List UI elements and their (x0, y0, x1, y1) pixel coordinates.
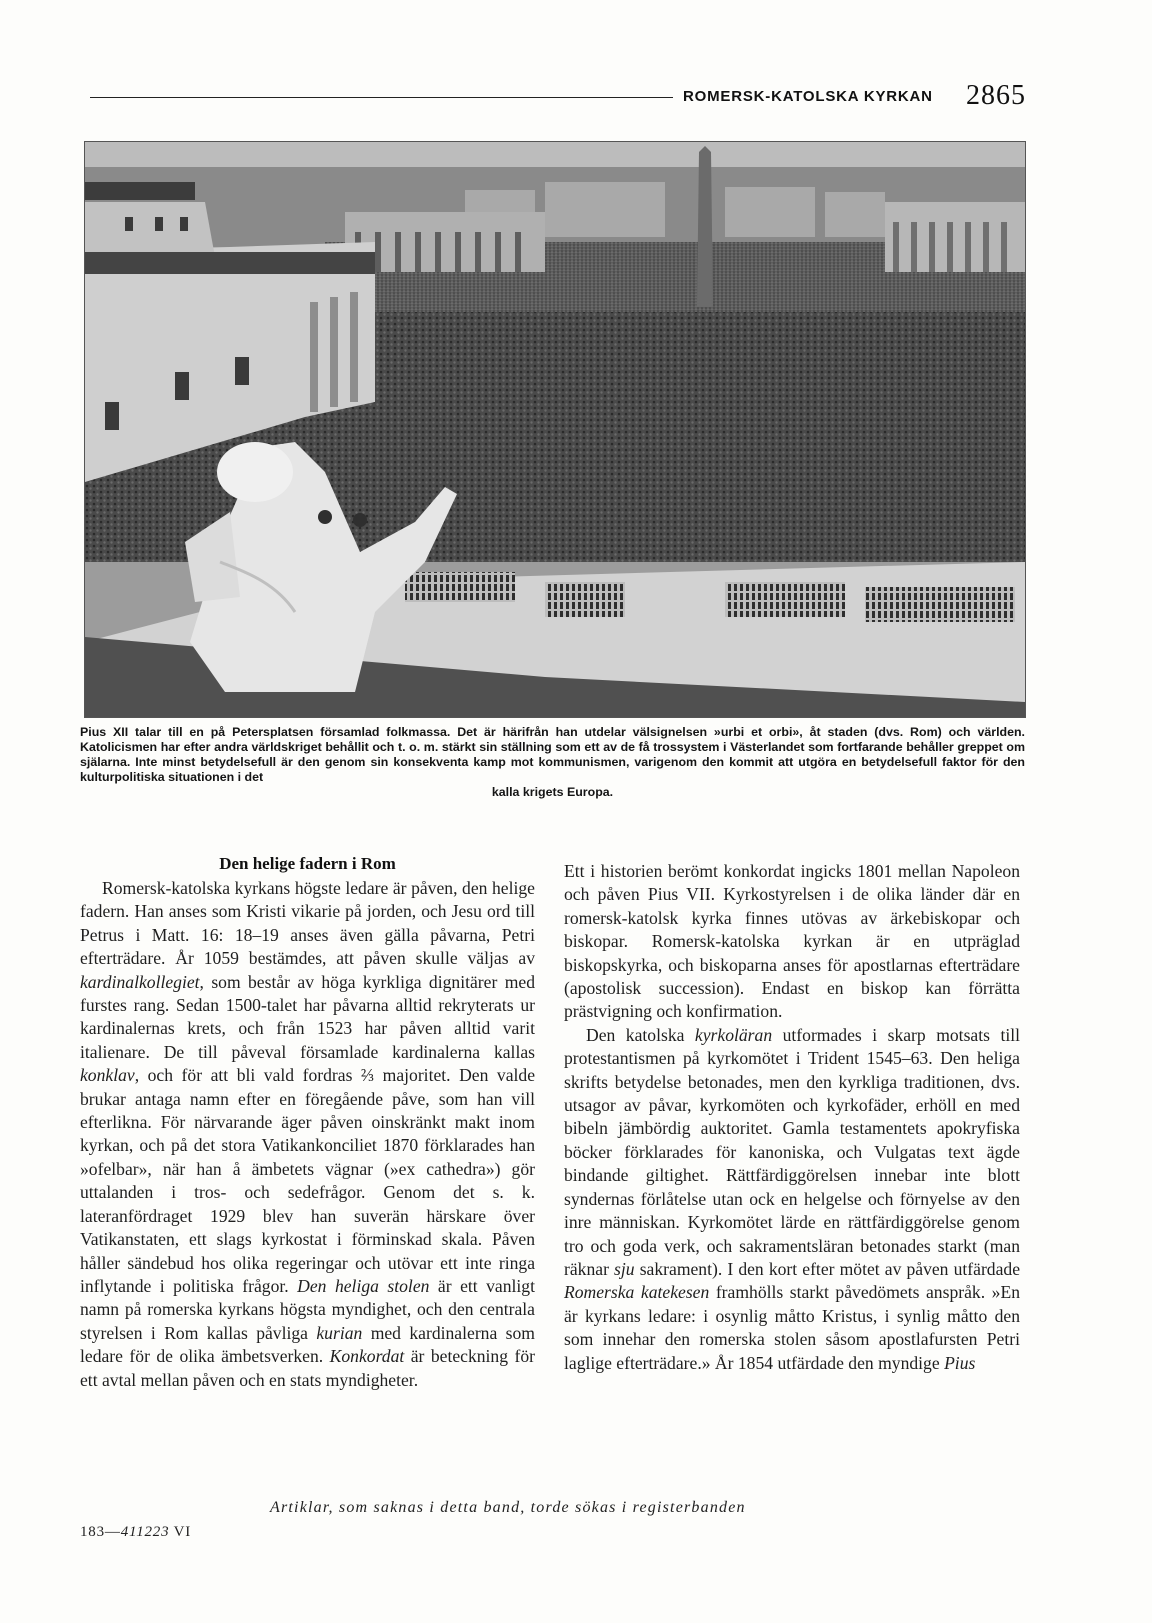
header-rule (90, 97, 673, 98)
italic-term: Den heliga stolen (297, 1275, 430, 1296)
right-paragraph-2 (564, 1024, 1020, 1375)
italic-term: Pius (944, 1352, 976, 1373)
italic-term: Romerska katekesen (564, 1282, 710, 1303)
photo-st-peters-square (84, 141, 1026, 718)
caption-main: Pius XII talar till en på Petersplatsen församlad folkmassa. Det är härifrån han utdelar välsignelsen »urbi et orbi», åt staden (dvs. Rom) och världen. Katolicismen har efter andra världskriget behållit och t. o. m. stärkt sin ställning som ett av de få trossystem i Västerlandet som fortfarande behåller greppet om själarna. Inte minst betydelsefull är den genom sin konsekventa kamp mot kommunismen, varigenom den kommit att utgöra en betydelsefull faktor för den kulturpolitiska situationen i det (80, 725, 1025, 784)
text-span: , och för att bli vald fordras ⅔ majoritet. Den valde brukar antaga namn efter en föregående påve, som han vill efterlikna. För närvarande äger påven oinskränkt makt inom kyrkan, och på det stora Vatikankonciliet 1870 förklarades han »ofelbar», när han å ämbetets vägnar (»ex cathedra») gör uttalanden i tros- och sedefrågor. Genom det s. k. lateranfördraget 1929 blev han suverän härskare över Vatikanstaten, ett slags kyrkostat i förminskad skala. Påven håller sändebud hos olika regeringar och utövar ett inte ringa inflytande i politiska frågor. (80, 1065, 535, 1296)
text-span: , som består av höga kyrkliga dignitärer med furstes rang. Sedan 1500-talet har påvarna alltid rekryterats ur kardinalernas krets, och från 1523 har påven alltid varit italienare. De till påveval församlade kardinalerna kallas (80, 971, 535, 1062)
text-span: med kardinalerna som ledare för de olika ämbetsverken. (80, 1322, 535, 1367)
print-code: 411223 (120, 1524, 170, 1540)
print-number: 183— (80, 1524, 121, 1540)
right-paragraph-1: Ett i historien berömt konkordat ingicks 1801 mellan Napoleon och påven Pius VII. Kyrkostyrelsen i de olika länder där en romersk-katolsk kyrka finnes utövas av ärkebiskopar och biskopar. Romersk-katolska kyrkan är en utpräglad biskopskyrka, och biskoparna anses för apostlarnas efterträdare (apostolisk succession). Endast en biskop kan förrätta prästvigning och konfirmation. (564, 861, 1020, 1022)
italic-term: kyrkoläran (694, 1024, 773, 1045)
text-span: sakrament). I den kort efter mötet av påven utfärdade (634, 1258, 1021, 1279)
text-span: Romersk-katolska kyrkans högste ledare är påven, den helige fadern. Han anses som Kristi vikarie på jorden, och Jesu ord till Petrus i Matt. 16: 18–19 anses även gälla påvarna, Petri efterträdare. År 1059 bestämdes, att påven skulle väljas av (80, 878, 535, 969)
right-column (564, 860, 1020, 1375)
section-heading: Den helige fadern i Rom (219, 854, 396, 873)
italic-term: kurian (316, 1322, 363, 1343)
italic-term: Konkordat (329, 1346, 405, 1367)
footer-note: Artiklar, som saknas i detta band, torde sökas i registerbanden (270, 1499, 746, 1516)
caption-last-line: kalla krigets Europa. (491, 785, 614, 799)
italic-term: konklav (80, 1065, 135, 1086)
photo-caption (80, 725, 1025, 800)
page-number: 2865 (966, 80, 1026, 111)
text-span: framhölls starkt påvedömets anspråk. »En är kyrkans ledare: i osynlig måtto Kristus, i synlig måtto den som innehar den romerska stolen såsom apostlafursten Petri laglige efterträdare.» År 1854 utfärdade den myndige (564, 1282, 1020, 1373)
text-span: är ett vanligt namn på romerska kyrkans högsta myndighet, och den centrala styrelsen i Rom kallas påvliga (80, 1275, 535, 1343)
text-span: är beteckning för ett avtal mellan påven och en stats myndigheter. (80, 1346, 535, 1390)
text-span: Den katolska (586, 1024, 695, 1045)
left-paragraph (80, 877, 535, 1392)
italic-term: sju (614, 1258, 635, 1279)
print-mark (80, 1524, 191, 1541)
print-suffix: VI (169, 1524, 192, 1540)
running-head: ROMERSK-KATOLSKA KYRKAN (683, 88, 933, 105)
left-column (80, 853, 535, 1392)
text-span: utformades i skarp motsats till protestantismen på kyrkomötet i Trident 1545–63. Den heliga skrifts betydelse betonades, men den kyrkliga traditionen, dvs. utsagor av påvar, kyrkomöten och kyrkofäder, erhöll en med bibeln jämbördig auktoritet. Gamla testamentets apokryfiska böcker förklarades för kanoniska, och Vulgatas text ägde bindande giltighet. Rättfärdiggörelsen innebar inte blott syndernas förlåtelse utan ock en helgelse och förnyelse av den inre människan. Kyrkomötet lärde en rättfärdiggörelse genom tro och goda verk, och sakramentsläran betonades starkt (man räknar (564, 1024, 1020, 1279)
italic-term: kardinalkollegiet (80, 971, 200, 992)
